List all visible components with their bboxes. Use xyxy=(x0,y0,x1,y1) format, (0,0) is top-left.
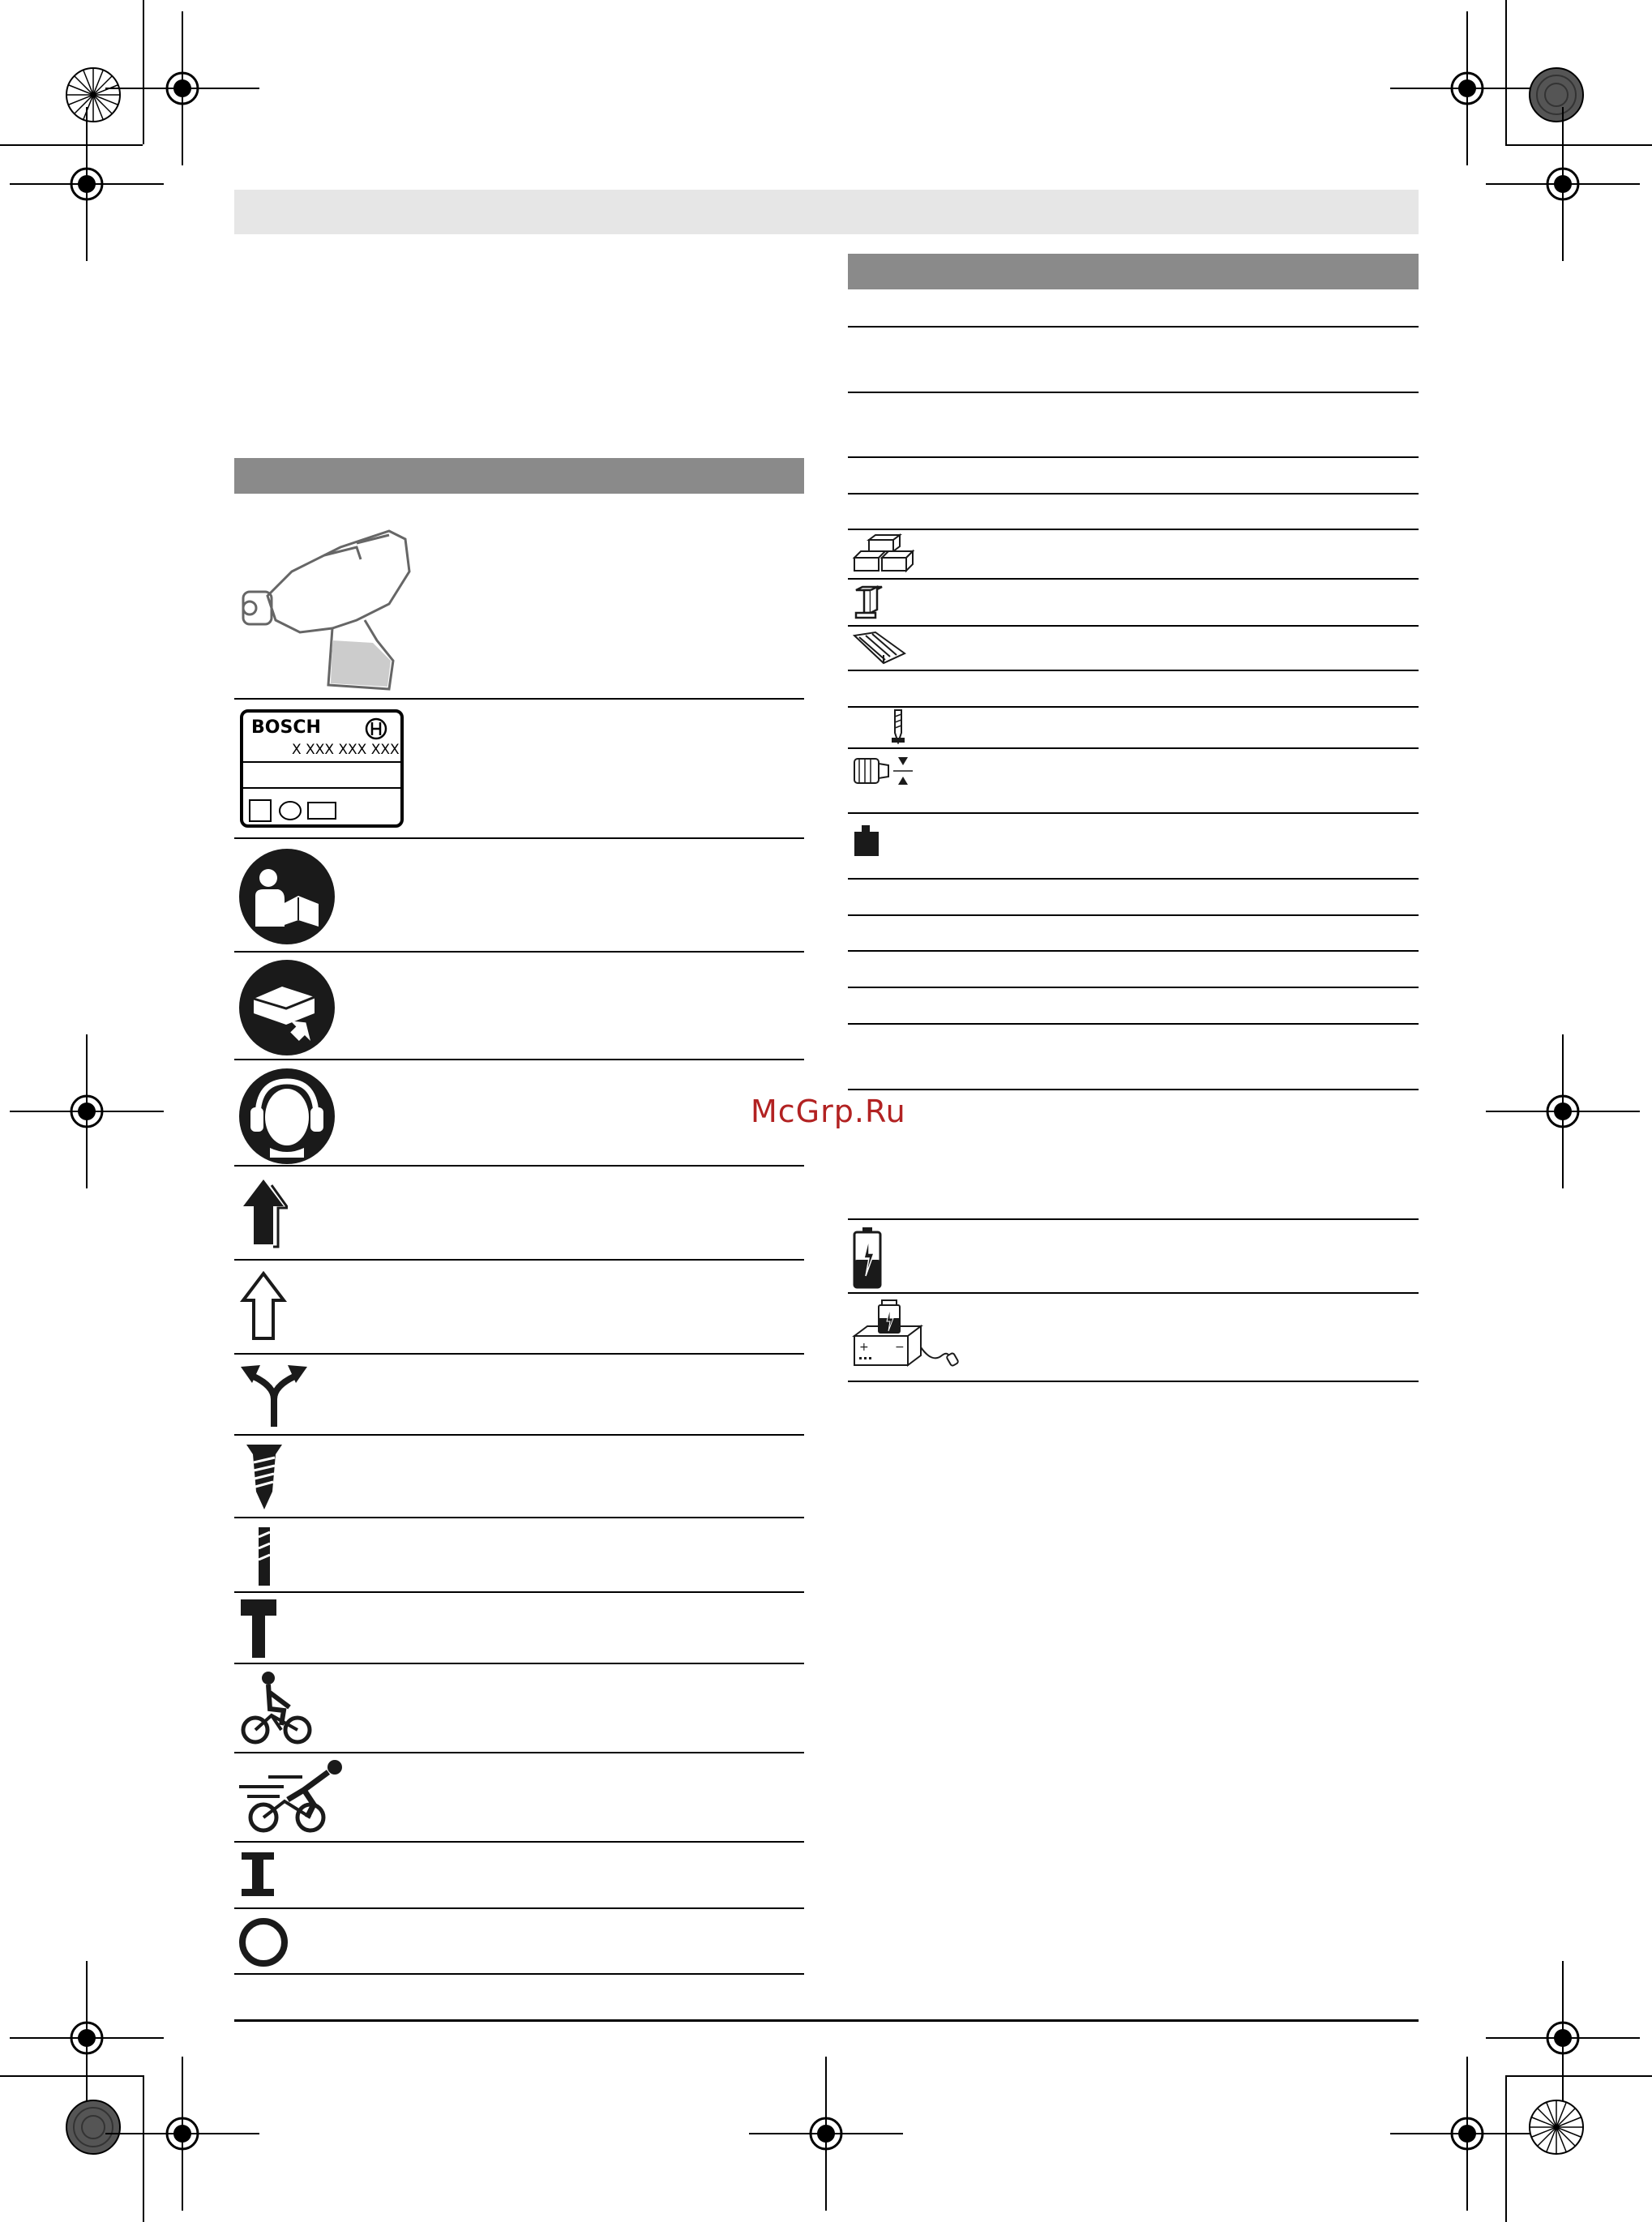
read-manual-icon xyxy=(238,847,336,946)
battery-charge-icon xyxy=(851,1226,884,1291)
charger-icon xyxy=(851,1299,965,1376)
bosch-logo-icon xyxy=(363,716,389,742)
screw-small-icon xyxy=(888,709,908,744)
footer-rule xyxy=(234,2019,1419,2022)
watermark-text: McGrp.Ru xyxy=(751,1094,906,1129)
drill-illustration xyxy=(235,499,430,693)
on-switch-icon xyxy=(240,1851,276,1899)
hearing-protection-icon xyxy=(238,1067,336,1166)
masonry-icon xyxy=(851,533,918,576)
fast-cyclist-icon xyxy=(239,1759,349,1836)
slow-cyclist-icon xyxy=(239,1670,316,1747)
chuck-clamping-icon xyxy=(851,754,916,788)
svg-text:−: − xyxy=(895,1341,905,1354)
nameplate-brand: BOSCH xyxy=(251,717,321,738)
fork-arrow-icon xyxy=(238,1360,310,1429)
svg-text:+: + xyxy=(859,1341,869,1354)
hammer-icon xyxy=(239,1598,280,1659)
steel-beam-icon xyxy=(853,585,885,621)
nameplate-label xyxy=(240,709,404,828)
screw-icon xyxy=(245,1441,285,1511)
page-header-bar xyxy=(234,190,1419,234)
weight-icon xyxy=(851,822,884,859)
drill-bit-icon xyxy=(253,1524,277,1589)
arrow-up-outline-icon xyxy=(239,1269,288,1342)
nameplate-serial: X XXX XXX XXX xyxy=(292,742,400,758)
nameplate-marks-icon xyxy=(248,798,345,823)
right-section-header xyxy=(848,254,1419,289)
battery-remove-icon xyxy=(238,958,336,1057)
left-section-header xyxy=(234,458,804,494)
off-switch-icon xyxy=(238,1916,289,1968)
wood-icon xyxy=(851,631,908,666)
arrow-up-filled-icon xyxy=(239,1175,288,1248)
